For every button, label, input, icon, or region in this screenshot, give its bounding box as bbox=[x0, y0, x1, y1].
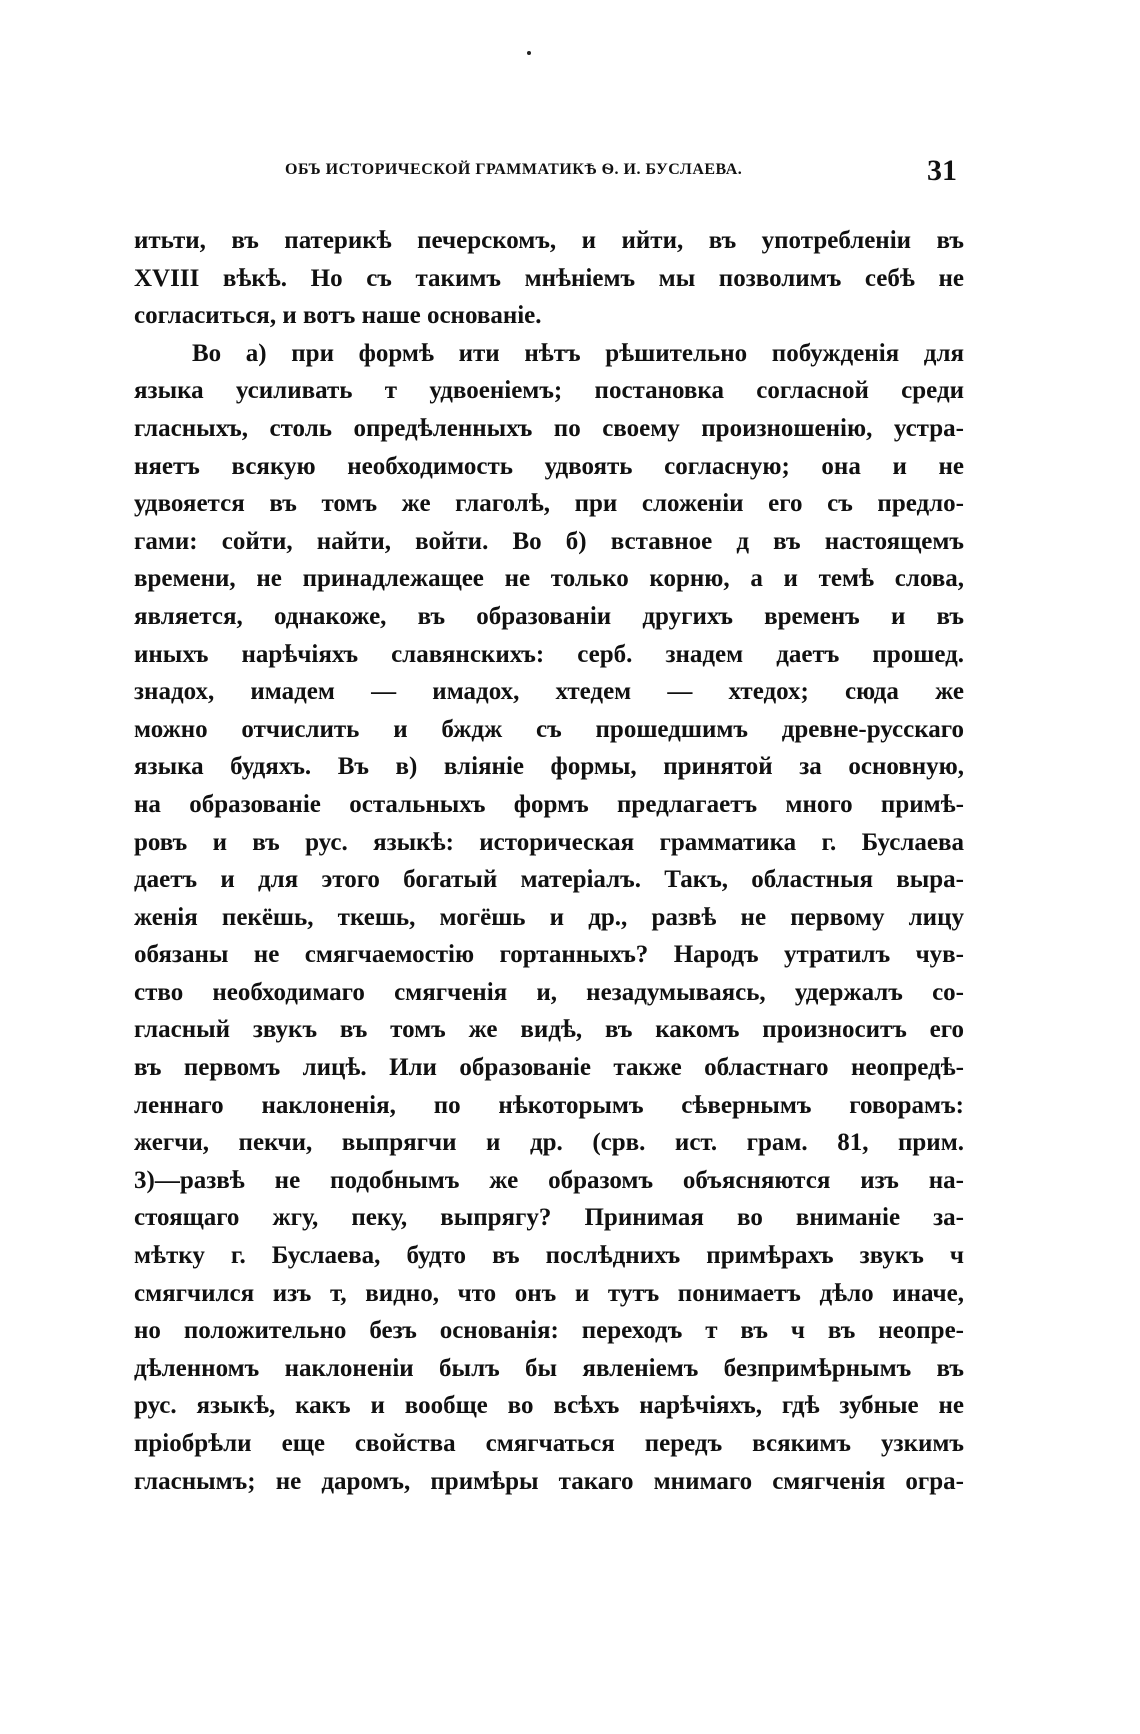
body-text bbox=[134, 222, 964, 1500]
text-line: но положительно безъ основанія: переходъ т въ ч въ неопре- bbox=[134, 1317, 964, 1345]
text-line: дѣленномъ наклоненіи былъ бы явленіемъ безпримѣрнымъ въ bbox=[134, 1354, 964, 1382]
text-line: ровъ и въ рус. языкѣ: историческая грамматика г. Буслаева bbox=[134, 828, 964, 856]
text-line: мѣтку г. Буслаева, будто въ послѣднихъ примѣрахъ звукъ ч bbox=[134, 1242, 964, 1270]
text-line: удвояется въ томъ же глаголѣ, при сложеніи его съ предло- bbox=[134, 490, 964, 518]
text-line: даетъ и для этого богатый матеріалъ. Такъ, областныя выра- bbox=[134, 866, 964, 894]
text-line: жегчи, пекчи, выпрягчи и др. (срв. ист. грам. 81, прим. bbox=[134, 1129, 964, 1157]
text-line: рус. языкѣ, какъ и вообще во всѣхъ нарѣчіяхъ, гдѣ зубные не bbox=[134, 1392, 964, 1420]
text-line: гами: сойти, найти, войти. Во б) вставное д въ настоящемъ bbox=[134, 527, 964, 555]
text-line: няетъ всякую необходимость удвоять согласную; она и не bbox=[134, 452, 964, 480]
text-line: ство необходимаго смягченія и, незадумываясь, удержалъ со- bbox=[134, 978, 964, 1006]
running-title: ОБЪ ИСТОРИЧЕСКОЙ ГРАММАТИКѢ Ѳ. И. БУСЛАЕВА. bbox=[285, 161, 743, 178]
text-line: обязаны не смягчаемостію гортанныхъ? Народъ утратилъ чув- bbox=[134, 941, 964, 969]
text-line: знадох, имадем — имадох, хтедем — хтедох; сюда же bbox=[134, 678, 964, 706]
text-line: иныхъ нарѣчіяхъ славянскихъ: серб. знадем даетъ прошед. bbox=[134, 640, 964, 668]
text-line: Во а) при формѣ ити нѣтъ рѣшительно побужденія для bbox=[192, 339, 964, 367]
text-line: итьти, въ патерикѣ печерскомъ, и ийти, въ употребленіи въ bbox=[134, 227, 964, 254]
text-line: времени, не принадлежащее не только корню, а и темѣ слова, bbox=[134, 565, 964, 593]
text-line: гласный звукъ въ томъ же видѣ, въ какомъ произноситъ его bbox=[134, 1016, 964, 1044]
text-line: гласнымъ; не даромъ, примѣры такаго мнимаго смягченія огра- bbox=[134, 1467, 964, 1495]
text-line: можно отчислить и бждж съ прошедшимъ древне-русскаго bbox=[134, 715, 964, 743]
text-line: XVIII вѣкѣ. Но съ такимъ мнѣніемъ мы позволимъ себѣ не bbox=[134, 264, 964, 292]
text-line: въ первомъ лицѣ. Или образованіе также областнаго неопредѣ- bbox=[134, 1054, 964, 1082]
text-line: гласныхъ, столь опредѣленныхъ по своему произношенію, устра- bbox=[134, 414, 964, 442]
page-number: 31 bbox=[927, 154, 957, 187]
print-speck bbox=[527, 51, 531, 55]
text-line: на образованіе остальныхъ формъ предлагаетъ много примѣ- bbox=[134, 790, 964, 818]
text-line: смягчился изъ т, видно, что онъ и тутъ понимаетъ дѣло иначе, bbox=[134, 1279, 964, 1307]
text-line: согласиться, и вотъ наше основаніе. bbox=[134, 302, 542, 330]
text-line: женія пекёшь, ткешь, могёшь и др., развѣ не первому лицу bbox=[134, 903, 964, 931]
text-line: языка будяхъ. Въ в) вліяніе формы, принятой за основную, bbox=[134, 753, 964, 781]
text-line: является, однакоже, въ образованіи другихъ временъ и въ bbox=[134, 602, 964, 630]
text-line: 3)—развѣ не подобнымъ же образомъ объясняются изъ на- bbox=[134, 1166, 964, 1194]
text-line: языка усиливать т удвоеніемъ; постановка согласной среди bbox=[134, 377, 964, 405]
text-line: стоящаго жгу, пеку, выпрягу? Принимая во вниманіе за- bbox=[134, 1204, 964, 1232]
text-line: пріобрѣли еще свойства смягчаться передъ всякимъ узкимъ bbox=[134, 1430, 964, 1457]
text-line: леннаго наклоненія, по нѣкоторымъ сѣвернымъ говорамъ: bbox=[134, 1091, 964, 1119]
